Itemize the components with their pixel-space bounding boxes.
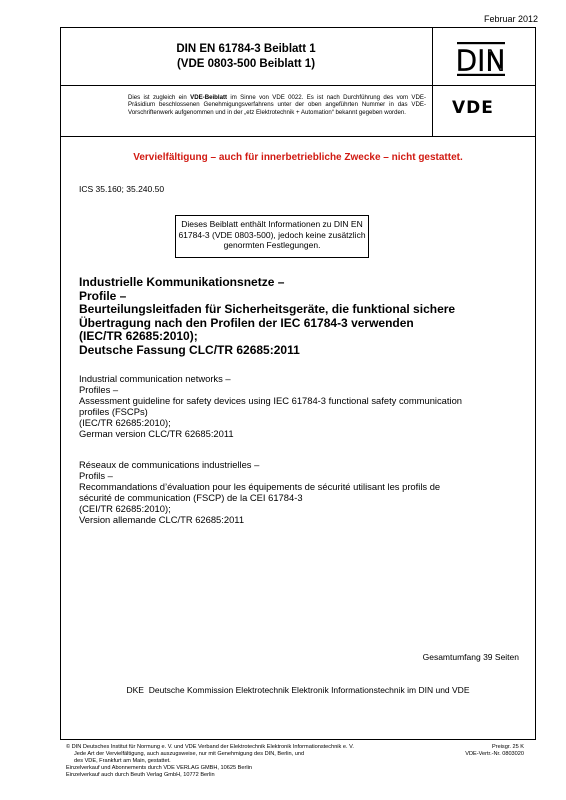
footer-line: des VDE, Frankfurt am Main, gestattet. xyxy=(74,757,171,764)
title-line: Industrielle Kommunikationsnetze – xyxy=(79,275,285,289)
title-line: Profiles – xyxy=(79,384,119,396)
title-german xyxy=(79,276,529,358)
title-line: (CEI/TR 62685:2010); xyxy=(79,503,171,515)
title-line: Profile – xyxy=(79,288,127,303)
din-logo xyxy=(447,40,515,78)
title-line: (IEC/TR 62685:2010); xyxy=(79,417,171,429)
title-line: Réseaux de communications industrielles – xyxy=(79,459,260,470)
footer-line: Jede Art der Vervielfältigung, auch auszugsweise, nur mit Genehmigung des DIN, Berlin, und xyxy=(74,750,305,757)
title-line: Beurteilungsleitfaden für Sicherheitsgeräte, die funktional sichere xyxy=(79,302,456,317)
footer-pricing xyxy=(465,744,524,758)
title-line: Industrial communication networks – xyxy=(79,373,231,384)
footer-copyright xyxy=(66,744,446,779)
title-line: Version allemande CLC/TR 62685:2011 xyxy=(79,514,245,526)
dke-name: Deutsche Kommission Elektrotechnik Elektronik Informationstechnik im DIN und VDE xyxy=(148,685,470,695)
notice-bold: VDE-Beiblatt xyxy=(190,94,228,101)
price-group: Preisgr. 25 K xyxy=(491,744,524,750)
divider xyxy=(432,27,433,136)
footer-line: © DIN Deutsches Institut für Normung e. V. und VDE Verband der Elektrotechnik Elektronik Informationstechnik e. V. xyxy=(66,744,354,750)
notice-suffix: im Sinne von VDE 0022. Es ist nach Durchführung des vom VDE-Präsidium beschlossenen Genehmigungsverfahrens unter der oben angeführten Nummer in das VDE-Vorschriftenwerk aufgenommen und in der „etz Elektrotechnik + Automation“ bekannt gegeben worden. xyxy=(128,94,426,116)
document-number: DIN EN 61784-3 Beiblatt 1 xyxy=(176,43,316,55)
din-logo-text: DIN xyxy=(455,44,507,77)
title-line: (IEC/TR 62685:2010); xyxy=(79,329,198,344)
info-box: Dieses Beiblatt enthält Informationen zu DIN EN 61784-3 (VDE 0803-500), jedoch keine zusätzlich genormten Festlegungen. xyxy=(175,215,369,258)
total-pages: Gesamtumfang 39 Seiten xyxy=(422,652,519,662)
dke-line xyxy=(60,685,536,695)
title-french xyxy=(79,459,529,526)
title-line: Assessment guideline for safety devices using IEC 61784-3 functional safety communication xyxy=(79,395,463,407)
title-line: Recommandations d’évaluation pour les équipements de sécurité utilisant les profils de xyxy=(79,481,441,493)
dke-abbr: DKE xyxy=(126,685,144,695)
vde-notice xyxy=(128,94,426,116)
vde-logo: VDE xyxy=(452,98,494,118)
publication-date: Februar 2012 xyxy=(483,14,538,24)
title-line: Übertragung nach den Profilen der IEC 61784-3 verwenden xyxy=(79,315,414,330)
title-line: Deutsche Fassung CLC/TR 62685:2011 xyxy=(79,342,300,357)
divider xyxy=(60,136,536,137)
title-english xyxy=(79,373,529,440)
title-line: Profils – xyxy=(79,470,113,482)
title-line: German version CLC/TR 62685:2011 xyxy=(79,428,234,440)
vde-number: (VDE 0803-500 Beiblatt 1) xyxy=(176,58,316,70)
ics-code: ICS 35.160; 35.240.50 xyxy=(79,184,165,194)
title-line: sécurité de communication (FSCP) de la CEI 61784-3 xyxy=(79,492,303,504)
footer-line: Einzelverkauf und Abonnements durch VDE VERLAG GMBH, 10625 Berlin xyxy=(66,764,252,771)
notice-prefix: Dies ist zugleich ein xyxy=(128,94,191,101)
copy-warning: Vervielfältigung – auch für innerbetriebliche Zwecke – nicht gestattet. xyxy=(133,152,463,163)
title-line: profiles (FSCPs) xyxy=(79,406,148,418)
footer-line: Einzelverkauf auch durch Beuth Verlag GmbH, 10772 Berlin xyxy=(66,771,215,778)
vde-sales-number: VDE-Vertr.-Nr. 0803020 xyxy=(465,750,524,757)
divider xyxy=(60,85,536,86)
